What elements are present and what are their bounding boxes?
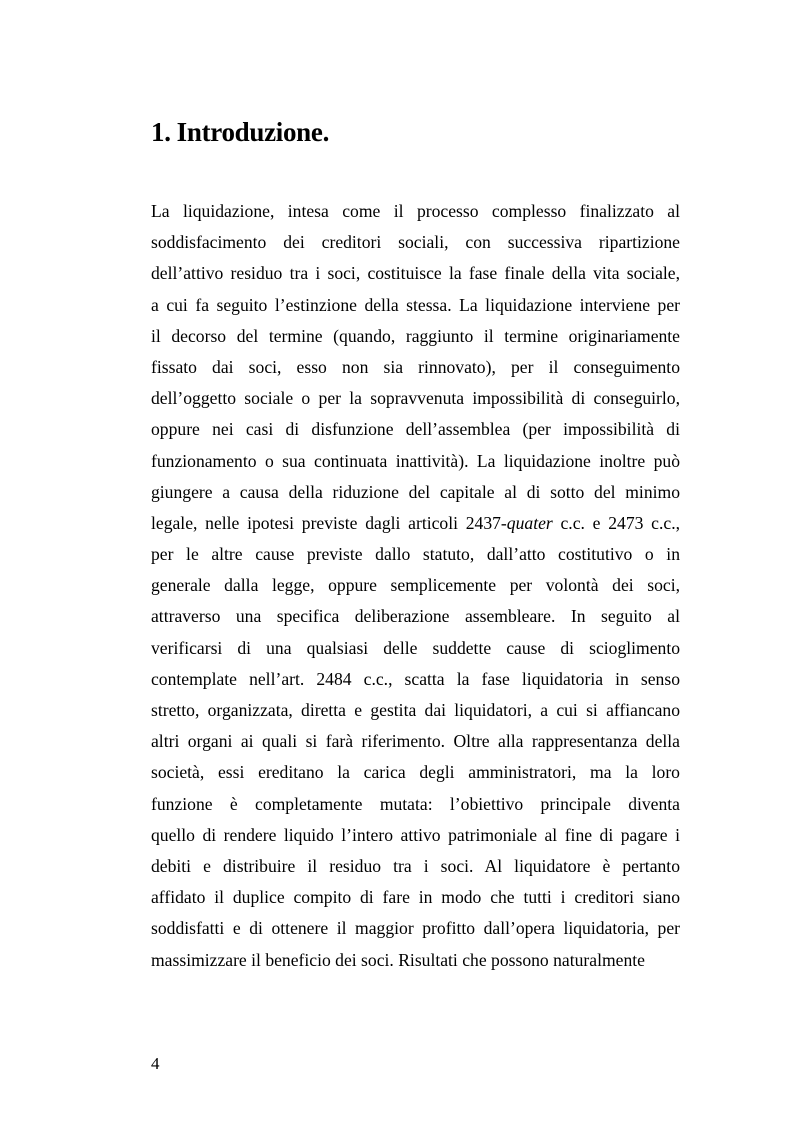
paragraph-line bbox=[151, 851, 680, 882]
body-paragraph bbox=[151, 196, 680, 976]
line-text: stretto, organizzata, diretta e gestita dai liquidatori, a cui si affiancano bbox=[151, 700, 680, 720]
paragraph-line bbox=[151, 570, 680, 601]
line-text: soddisfatti e di ottenere il maggior profitto dall’opera liquidatoria, per bbox=[151, 918, 681, 939]
paragraph-line bbox=[151, 757, 680, 788]
line-text: legale, nelle ipotesi previste dagli articoli 2437- bbox=[151, 512, 507, 533]
line-text: contemplate nell’art. 2484 c.c., scatta la fase liquidatoria in senso bbox=[151, 668, 680, 689]
line-text: il decorso del termine (quando, raggiunto il termine originariamente bbox=[151, 325, 680, 346]
paragraph-line bbox=[151, 601, 680, 632]
paragraph-line bbox=[151, 227, 680, 258]
paragraph-line bbox=[151, 383, 680, 414]
line-text: generale dalla legge, oppure semplicemente per volontà dei soci, bbox=[151, 575, 680, 596]
paragraph-line bbox=[151, 695, 680, 726]
line-text: verificarsi di una qualsiasi delle suddette cause di scioglimento bbox=[151, 637, 680, 658]
line-text: soddisfacimento dei creditori sociali, con successiva ripartizione bbox=[151, 232, 680, 253]
line-text: a cui fa seguito l’estinzione della stessa. La liquidazione interviene per bbox=[151, 294, 680, 315]
line-text: attraverso una specifica deliberazione assembleare. In seguito al bbox=[151, 606, 680, 627]
paragraph-line bbox=[151, 882, 680, 913]
paragraph-line bbox=[151, 913, 680, 944]
paragraph-line bbox=[151, 414, 680, 445]
paragraph-line bbox=[151, 664, 680, 695]
line-text: quello di rendere liquido l’intero attivo patrimoniale al fine di pagare i bbox=[151, 824, 680, 845]
line-text: funzione è completamente mutata: l’obiettivo principale diventa bbox=[151, 793, 680, 814]
line-text: La liquidazione, intesa come il processo complesso finalizzato al bbox=[151, 201, 680, 221]
line-text: funzionamento o sua continuata inattività). La liquidazione inoltre può bbox=[151, 450, 680, 471]
section-number: 1. bbox=[151, 117, 171, 147]
paragraph-line bbox=[151, 789, 680, 820]
line-text: massimizzare il beneficio dei soci. Risultati che possono naturalmente bbox=[151, 949, 645, 970]
paragraph-line bbox=[151, 321, 680, 352]
line-text: società, essi ereditano la carica degli amministratori, ma la loro bbox=[151, 762, 680, 783]
italic-term: quater bbox=[506, 512, 553, 533]
paragraph-line bbox=[151, 539, 680, 570]
paragraph-line bbox=[151, 446, 680, 477]
paragraph-line bbox=[151, 633, 680, 664]
line-text: altri organi ai quali si farà riferimento. Oltre alla rappresentanza della bbox=[151, 731, 680, 752]
paragraph-line bbox=[151, 477, 680, 508]
paragraph-line bbox=[151, 352, 680, 383]
section-heading bbox=[151, 112, 329, 152]
paragraph-line bbox=[151, 820, 680, 851]
line-text: per le altre cause previste dallo statuto, dall’atto costitutivo o in bbox=[151, 544, 680, 565]
paragraph-line bbox=[151, 726, 680, 757]
line-text: c.c. e 2473 c.c., bbox=[552, 512, 680, 533]
paragraph-line bbox=[151, 945, 680, 976]
line-text: dell’attivo residuo tra i soci, costituisce la fase finale della vita sociale, bbox=[151, 263, 680, 284]
line-text: debiti e distribuire il residuo tra i soci. Al liquidatore è pertanto bbox=[151, 855, 680, 876]
paragraph-line bbox=[151, 196, 680, 227]
section-title: Introduzione. bbox=[176, 117, 330, 147]
paragraph-line bbox=[151, 258, 680, 289]
line-text: oppure nei casi di disfunzione dell’assemblea (per impossibilità di bbox=[151, 419, 680, 440]
paragraph-line bbox=[151, 290, 680, 321]
line-text: dell’oggetto sociale o per la sopravvenuta impossibilità di conseguirlo, bbox=[151, 388, 680, 409]
line-text: affidato il duplice compito di fare in modo che tutti i creditori siano bbox=[151, 887, 680, 908]
line-text: giungere a causa della riduzione del capitale al di sotto del minimo bbox=[151, 481, 680, 502]
page-number: 4 bbox=[151, 1054, 160, 1073]
line-text: fissato dai soci, esso non sia rinnovato), per il conseguimento bbox=[151, 356, 680, 377]
paragraph-line bbox=[151, 508, 680, 539]
